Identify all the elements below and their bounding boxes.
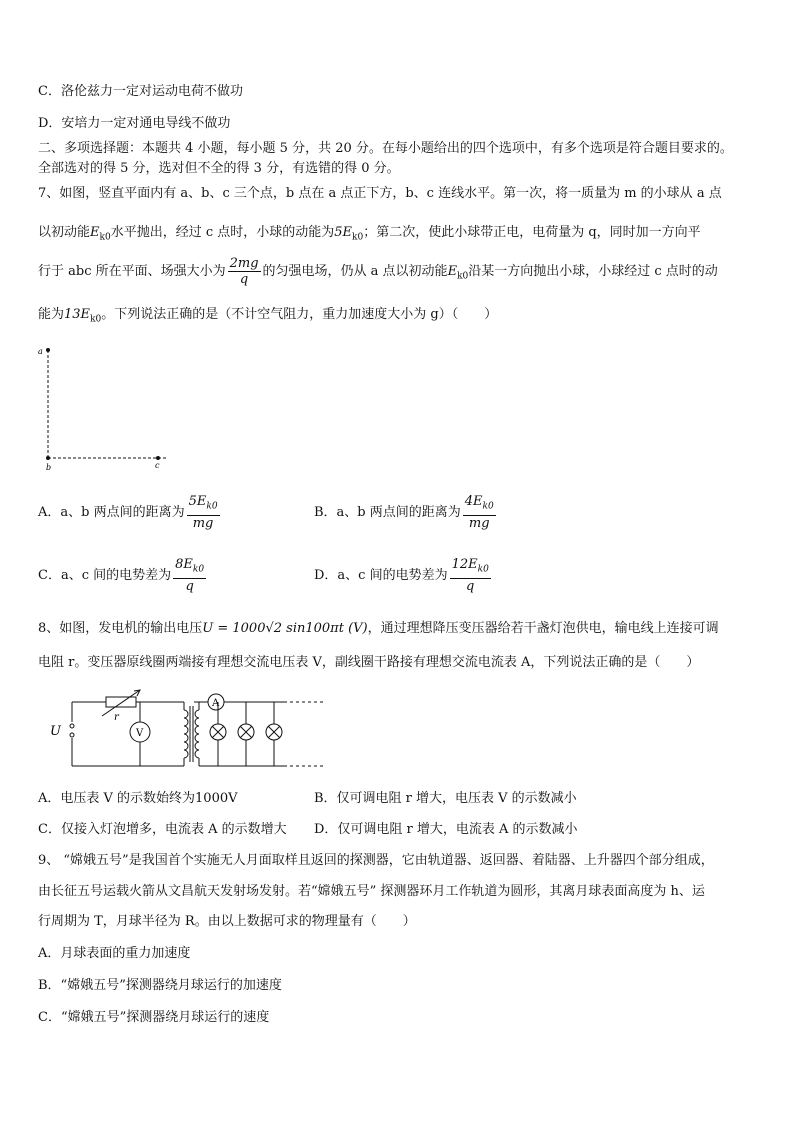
q8-line1: 8、如图，发电机的输出电压U = 1000√2 sin100πt (V)，通过理想降压变压器给若干盏灯泡供电，输电线上连接可调 (38, 621, 719, 636)
q9-option-a: A．月球表面的重力加速度 (38, 946, 191, 961)
source-terminal-top (70, 724, 74, 728)
q7-option-a: A．a、b 两点间的距离为 $\frac{5E_{k0}}{mg}$ (38, 494, 218, 531)
q7-line1: 7、如图，竖直平面内有 a、b、c 三个点，b 点在 a 点正下方，b、c 连线水平。第一次，将一质量为 m 的小球从 a 点 (38, 186, 722, 201)
q8-option-c: C．仅接入灯泡增多，电流表 A 的示数增大 (38, 822, 287, 837)
section2-line1: 二、多项选择题：本题共 4 小题，每小题 5 分，共 20 分。在每小题给出的四个选项中，有多个选项是符合题目要求的。 (38, 141, 733, 156)
label-A: A (212, 698, 220, 709)
q7-line4: 能为$13E_{k0}$。下列说法正确的是（不计空气阻力，重力加速度大小为 g）（ ） (38, 307, 498, 325)
q7-option-d: D．a、c 间的电势差为 $\frac{12E_{k0}}{q}$ (314, 557, 489, 594)
q7-abc-diagram (34, 342, 174, 472)
q9-option-b: B．“嫦娥五号”探测器绕月球运行的加速度 (38, 978, 282, 993)
q7-line2: 以初动能$E_{k0}$水平抛出，经过 c 点时，小球的动能为$5E_{k0}$；第二次，使此小球带正电，电荷量为 q，同时加一方向平 (38, 225, 701, 243)
q7-line3: 行于 abc 所在平面、场强大小为 $\frac{2mg}{q}$ 的匀强电场，仍从 a 点以初动能$E_{k0}$沿某一方向抛出小球，小球经过 c 点时的动 (38, 256, 718, 287)
variable-resistor (106, 697, 136, 707)
q8-option-b: B．仅可调电阻 r 增大，电压表 V 的示数减小 (314, 791, 577, 806)
label-U: U (50, 724, 61, 739)
label-r: r (114, 712, 119, 723)
q8-option-a: A．电压表 V 的示数始终为1000V (38, 791, 238, 806)
q9-line1: 9、 “嫦娥五号”是我国首个实施无人月面取样且返回的探测器，它由轨道器、返回器、着陆器、上升器四个部分组成， (38, 853, 714, 868)
q6-option-d: D．安培力一定对通电导线不做功 (38, 116, 231, 131)
q7-option-c: C．a、c 间的电势差为 $\frac{8E_{k0}}{q}$ (38, 557, 205, 594)
q6-option-c: C．洛伦兹力一定对运动电荷不做功 (38, 84, 243, 99)
field-strength-fraction: $\frac{2mg}{q}$ (229, 256, 259, 287)
q9-line3: 行周期为 T，月球半径为 R。由以上数据可求的物理量有（ ） (38, 914, 416, 929)
q8-option-d: D．仅可调电阻 r 增大，电流表 A 的示数减小 (314, 822, 578, 837)
source-terminal-bottom (70, 733, 74, 737)
q7-option-b: B．a、b 两点间的距离为 $\frac{4E_{k0}}{mg}$ (314, 494, 494, 531)
section2-line2: 全部选对的得 5 分，选对但不全的得 3 分，有选错的得 0 分。 (38, 161, 400, 176)
q8-line2: 电阻 r。变压器原线圈两端接有理想交流电压表 V，副线圈干路接有理想交流电流表 A，下列说法正确的是（ ） (38, 655, 700, 670)
voltage-formula: U = 1000√2 sin100πt (V) (202, 621, 368, 636)
q9-line2: 由长征五号运载火箭从文昌航天发射场发射。若“嫦娥五号” 探测器环月工作轨道为圆形，其离月球表面高度为 h、运 (38, 884, 705, 899)
label-V: V (136, 728, 144, 739)
label-c: c (155, 461, 160, 470)
q8-circuit-diagram (44, 688, 334, 774)
label-b: b (46, 463, 52, 472)
q9-option-c: C．“嫦娥五号”探测器绕月球运行的速度 (38, 1010, 270, 1025)
label-a: a (38, 347, 43, 356)
